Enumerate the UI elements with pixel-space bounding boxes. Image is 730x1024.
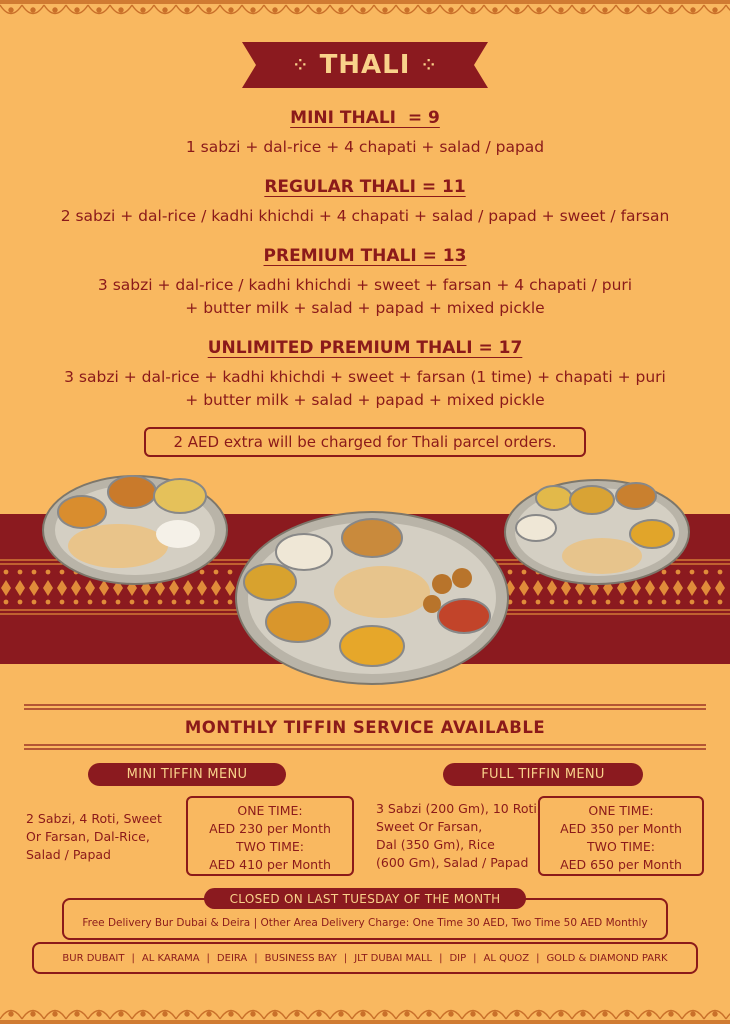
border-dot (75, 8, 79, 12)
mini-tiffin-desc-line: 2 Sabzi, 4 Roti, Sweet (26, 811, 162, 826)
border-dot (97, 8, 101, 12)
border-dot (317, 8, 321, 12)
border-dot (9, 1012, 13, 1016)
price-value: AED 230 per Month (209, 821, 331, 836)
thali-item-mini (0, 108, 730, 159)
band-dot (214, 600, 219, 605)
page-title: THALI (319, 50, 411, 80)
band-dot (676, 600, 681, 605)
thali-description-line: 3 sabzi + dal-rice / kadhi khichdi + sweet + farsan + 4 chapati / puri (97, 276, 633, 294)
border-dot (515, 1012, 519, 1016)
band-dot (130, 600, 135, 605)
thali-item-regular (0, 177, 730, 228)
band-dot (172, 600, 177, 605)
area-separator: | (131, 952, 135, 964)
thali-description (0, 274, 730, 320)
mini-tiffin-price-box (186, 796, 354, 876)
thali-description-line: + butter milk + salad + papad + mixed pickle (185, 299, 545, 317)
border-dot (405, 1012, 409, 1016)
border-dot (493, 8, 497, 12)
band-diamond (1, 580, 11, 596)
area-item: AL KARAMA (141, 952, 200, 964)
border-dot (97, 1012, 101, 1016)
border-dot (31, 1012, 35, 1016)
band-dot (606, 600, 611, 605)
area-separator: | (473, 952, 477, 964)
border-dot (185, 1012, 189, 1016)
border-dot (537, 1012, 541, 1016)
thali-description: 1 sabzi + dal-rice + 4 chapati + salad / papad (185, 138, 545, 156)
border-dot (207, 8, 211, 12)
border-dot (295, 8, 299, 12)
band-dot (88, 600, 93, 605)
border-dot (339, 8, 343, 12)
border-dot (471, 8, 475, 12)
border-dot (669, 8, 673, 12)
band-dot (704, 600, 709, 605)
price-label: ONE TIME: (237, 803, 303, 818)
band-dot (704, 570, 709, 575)
mini-tiffin-label: MINI TIFFIN MENU (88, 763, 286, 786)
band-dot (102, 600, 107, 605)
delivery-note: Free Delivery Bur Dubai & Deira | Other Area Delivery Charge: One Time 30 AED, Two Time 50 AED Monthly (62, 898, 668, 940)
area-separator: | (206, 952, 210, 964)
full-tiffin-desc-line: Sweet Or Farsan, (376, 819, 483, 834)
border-dot (141, 1012, 145, 1016)
border-dot (647, 1012, 651, 1016)
thali-title: UNLIMITED PREMIUM THALI = 17 (207, 338, 523, 358)
band-dot (144, 600, 149, 605)
banner-ornament-right-icon: ⁘ (422, 56, 436, 74)
area-separator: | (439, 952, 443, 964)
border-scallop (726, 5, 730, 14)
border-dot (361, 8, 365, 12)
border-dot (405, 8, 409, 12)
border-dot (207, 1012, 211, 1016)
border-dot (251, 8, 255, 12)
border-dot (163, 8, 167, 12)
thali-description-line: 3 sabzi + dal-rice + kadhi khichdi + sweet + farsan (1 time) + chapati + puri (64, 368, 666, 386)
band-dot (116, 600, 121, 605)
band-dot (718, 570, 723, 575)
thali-item-unlimited (0, 338, 730, 412)
border-dot (141, 8, 145, 12)
band-dot (536, 600, 541, 605)
area-item: BUSINESS BAY (264, 952, 337, 964)
border-dot (9, 8, 13, 12)
full-tiffin-desc-line: Dal (350 Gm), Rice (376, 837, 495, 852)
border-dot (75, 1012, 79, 1016)
closed-notice: CLOSED ON LAST TUESDAY OF THE MONTH (204, 888, 526, 909)
divider-bottom (24, 742, 706, 752)
band-dot (690, 600, 695, 605)
border-dot (449, 8, 453, 12)
border-dot (53, 8, 57, 12)
border-dot (603, 8, 607, 12)
border-dot (625, 8, 629, 12)
border-dot (383, 8, 387, 12)
band-dot (522, 600, 527, 605)
band-dot (186, 600, 191, 605)
band-dot (648, 600, 653, 605)
full-tiffin-label: FULL TIFFIN MENU (443, 763, 643, 786)
price-value: AED 410 per Month (209, 857, 331, 872)
price-label: TWO TIME: (235, 839, 305, 854)
band-dot (18, 600, 23, 605)
border-dot (427, 8, 431, 12)
border-dot (383, 1012, 387, 1016)
border-dot (603, 1012, 607, 1016)
bottom-decorative-border (0, 1002, 730, 1024)
band-dot (4, 570, 9, 575)
border-dot (119, 1012, 123, 1016)
area-item: DIP (449, 952, 467, 964)
border-dot (493, 1012, 497, 1016)
border-dot (647, 8, 651, 12)
area-item: AL QUOZ (483, 952, 530, 964)
price-label: TWO TIME: (586, 839, 656, 854)
border-dot (339, 1012, 343, 1016)
thali-description: 2 sabzi + dal-rice / kadhi khichdi + 4 chapati + salad / papad + sweet / farsan (60, 207, 670, 225)
band-dot (200, 600, 205, 605)
band-dot (662, 600, 667, 605)
top-decorative-border (0, 0, 730, 22)
tiffin-heading: MONTHLY TIFFIN SERVICE AVAILABLE (184, 718, 546, 737)
border-dot (625, 1012, 629, 1016)
border-dot (53, 1012, 57, 1016)
price-label: ONE TIME: (588, 803, 654, 818)
border-dot (581, 8, 585, 12)
band-dot (564, 600, 569, 605)
full-tiffin-description (376, 800, 541, 872)
band-dot (578, 600, 583, 605)
area-item: BUR DUBAIT (62, 952, 125, 964)
border-dot (185, 8, 189, 12)
price-value: AED 650 per Month (560, 857, 682, 872)
border-dot (537, 8, 541, 12)
band-diamond (29, 580, 39, 596)
area-separator: | (254, 952, 258, 964)
regular-thali-plate-image (232, 508, 512, 686)
area-separator: | (536, 952, 540, 964)
mini-tiffin-desc-line: Salad / Papad (26, 847, 111, 862)
border-dot (317, 1012, 321, 1016)
border-dot (273, 1012, 277, 1016)
border-dot (251, 1012, 255, 1016)
divider-top (24, 702, 706, 712)
thali-banner (242, 42, 488, 88)
border-dot (713, 8, 717, 12)
thali-title: PREMIUM THALI = 13 (263, 246, 467, 266)
premium-thali-plate-image (502, 476, 692, 586)
band-dot (32, 570, 37, 575)
border-dot (669, 1012, 673, 1016)
area-item: JLT DUBAI MALL (354, 952, 433, 964)
band-dot (620, 600, 625, 605)
border-dot (471, 1012, 475, 1016)
mini-tiffin-description (26, 810, 162, 864)
band-dot (4, 600, 9, 605)
area-separator: | (343, 952, 348, 964)
band-dot (634, 600, 639, 605)
thali-description-line: + butter milk + salad + papad + mixed pickle (185, 391, 545, 409)
band-diamond (15, 580, 25, 596)
border-dot (691, 1012, 695, 1016)
band-dot (18, 570, 23, 575)
border-dot (713, 1012, 717, 1016)
border-dot (515, 8, 519, 12)
band-diamond (701, 580, 711, 596)
band-dot (74, 600, 79, 605)
full-tiffin-price-box (538, 796, 704, 876)
border-dot (361, 1012, 365, 1016)
full-tiffin-desc-line: 3 Sabzi (200 Gm), 10 Roti, (376, 801, 541, 816)
band-dot (46, 600, 51, 605)
border-dot (273, 8, 277, 12)
area-item: GOLD & DIAMOND PARK (546, 952, 668, 964)
border-dot (295, 1012, 299, 1016)
border-dot (559, 8, 563, 12)
thali-title: REGULAR THALI = 11 (264, 177, 466, 197)
border-dot (229, 8, 233, 12)
border-dot (229, 1012, 233, 1016)
band-diamond (715, 580, 725, 596)
border-dot (581, 1012, 585, 1016)
thali-item-premium (0, 246, 730, 320)
border-dot (427, 1012, 431, 1016)
band-dot (718, 600, 723, 605)
band-dot (32, 600, 37, 605)
border-dot (31, 8, 35, 12)
band-dot (60, 600, 65, 605)
area-item: DEIRA (216, 952, 248, 964)
border-scallop (726, 1011, 730, 1020)
parcel-note: 2 AED extra will be charged for Thali parcel orders. (144, 427, 586, 457)
border-dot (163, 1012, 167, 1016)
banner-ornament-left-icon: ⁘ (293, 56, 308, 74)
border-dot (559, 1012, 563, 1016)
thali-description (0, 366, 730, 412)
border-dot (119, 8, 123, 12)
mini-thali-plate-image (40, 468, 230, 586)
band-dot (550, 600, 555, 605)
border-dot (691, 8, 695, 12)
border-dot (449, 1012, 453, 1016)
mini-tiffin-desc-line: Or Farsan, Dal-Rice, (26, 829, 150, 844)
full-tiffin-desc-line: (600 Gm), Salad / Papad (376, 855, 529, 870)
thali-title: MINI THALI = 9 (290, 108, 440, 128)
band-dot (158, 600, 163, 605)
delivery-areas (32, 942, 698, 974)
band-dot (592, 600, 597, 605)
price-value: AED 350 per Month (560, 821, 682, 836)
